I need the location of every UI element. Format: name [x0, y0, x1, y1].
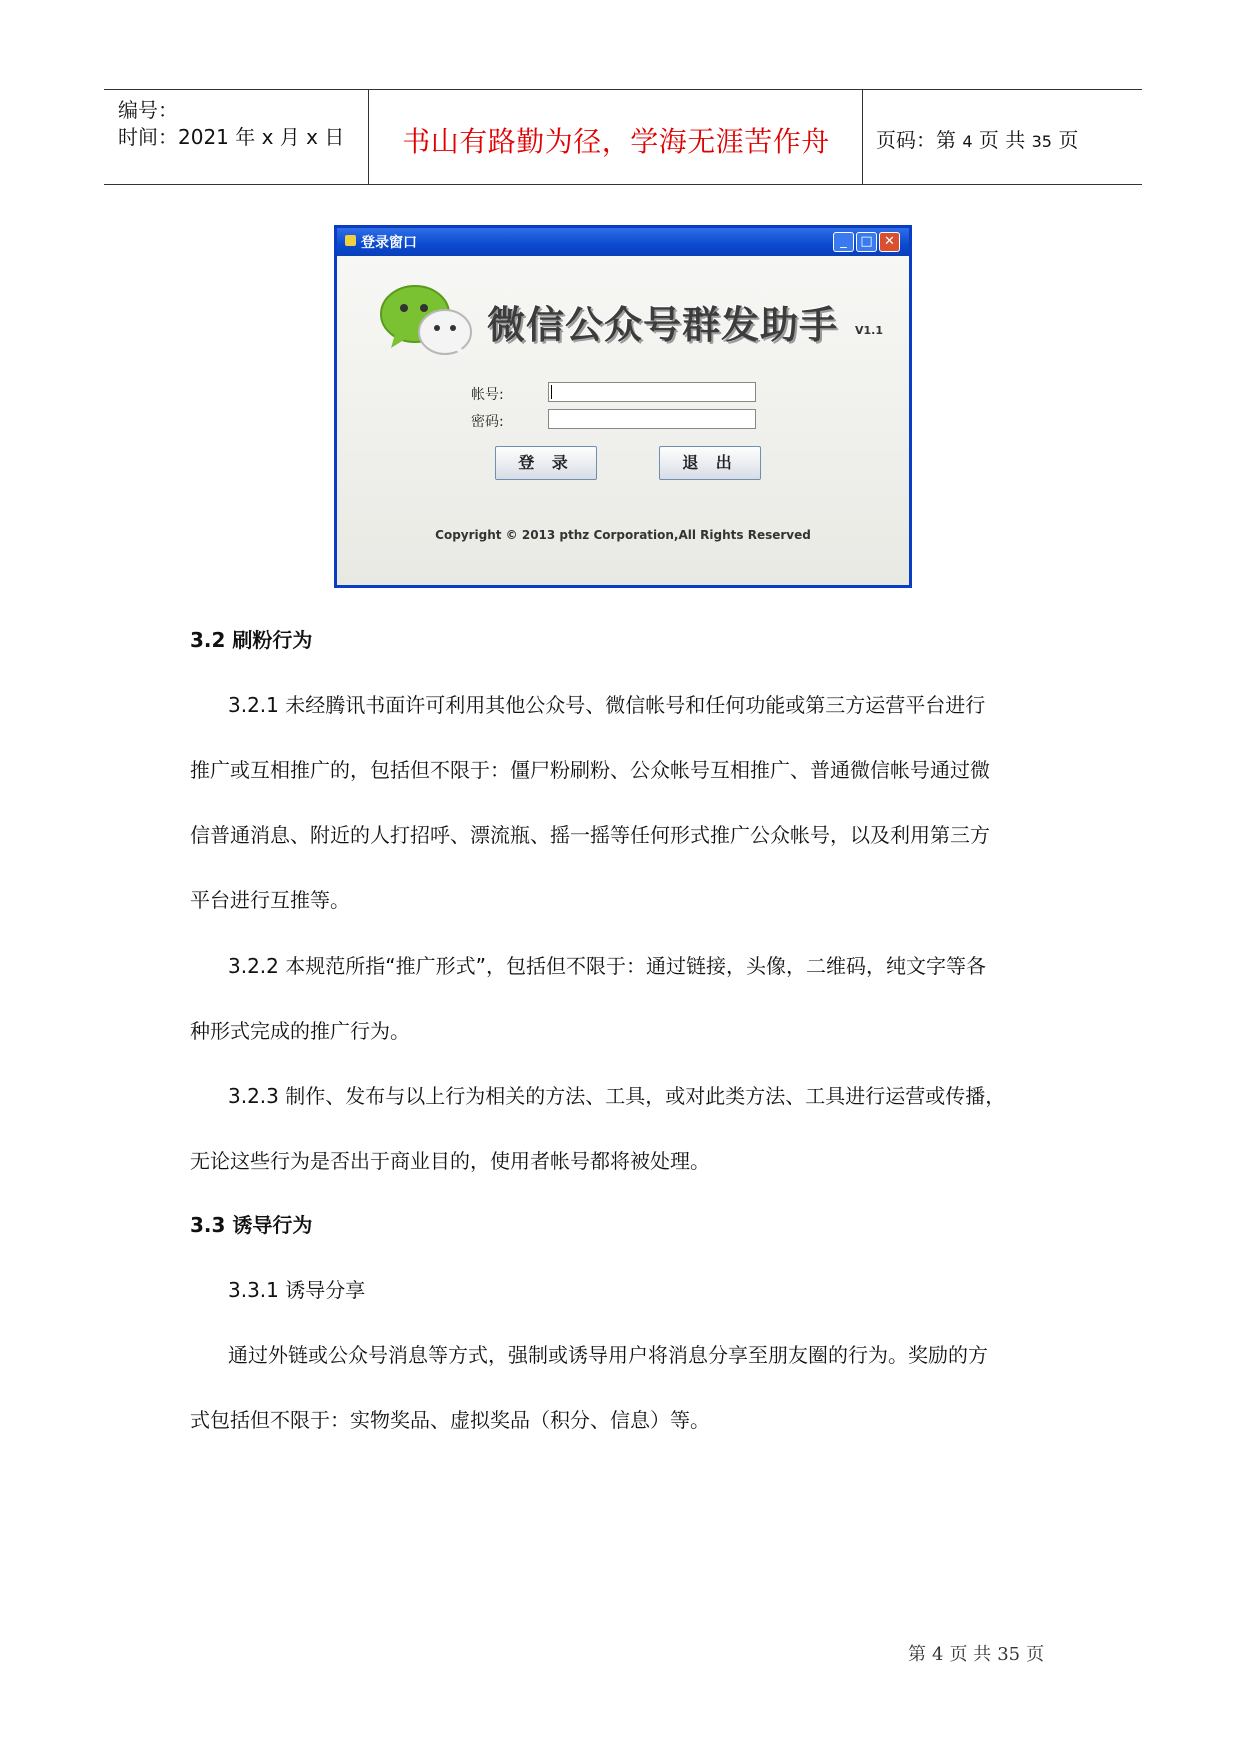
paragraph-line: 推广或互相推广的，包括但不限于：僵尸粉刷粉、公众帐号互相推广、普通微信帐号通过微: [190, 758, 990, 782]
paragraph-line: 3.2.3 制作、发布与以上行为相关的方法、工具，或对此类方法、工具进行运营或传播，: [228, 1084, 1006, 1108]
exit-button[interactable]: 退 出: [659, 446, 761, 480]
paragraph-line: 无论这些行为是否出于商业目的，使用者帐号都将被处理。: [190, 1149, 710, 1173]
login-window: [334, 225, 912, 588]
paragraph-line: 通过外链或公众号消息等方式，强制或诱导用户将消息分享至朋友圈的行为。奖励的方: [228, 1343, 988, 1367]
footer-page: 4: [932, 1644, 944, 1665]
page-prefix: 页码：第: [876, 128, 963, 152]
minimize-button[interactable]: _: [833, 232, 854, 252]
account-input[interactable]: [548, 382, 756, 402]
login-button[interactable]: 登 录: [495, 446, 597, 480]
paragraph-line: 平台进行互推等。: [190, 888, 350, 912]
document-number-label: 编号：: [118, 98, 178, 122]
page-total: 35: [1031, 132, 1052, 151]
paragraph-line: 3.3.1 诱导分享: [228, 1278, 366, 1302]
close-button[interactable]: ✕: [879, 232, 900, 252]
page-footer: [908, 1640, 1044, 1666]
password-label: 密码:: [471, 414, 504, 430]
wechat-logo-icon: [377, 282, 487, 362]
header-motto-cell: [370, 90, 863, 184]
page-suffix: 页: [1051, 128, 1079, 152]
section-heading-3-2: 3.2 刷粉行为: [190, 628, 313, 652]
footer-suffix: 页: [1026, 1644, 1045, 1665]
footer-total: 35: [997, 1644, 1021, 1665]
footer-mid: 页 共: [949, 1644, 992, 1665]
window-title: 登录窗口: [361, 235, 417, 251]
maximize-button[interactable]: □: [856, 232, 877, 252]
window-app-icon: [345, 235, 356, 246]
header-meta-cell: [104, 90, 369, 184]
page-mid: 页 共: [972, 128, 1032, 152]
window-titlebar[interactable]: [337, 228, 909, 256]
paragraph-line: 式包括但不限于：实物奖品、虚拟奖品（积分、信息）等。: [190, 1408, 710, 1432]
paragraph-line: 信普通消息、附近的人打招呼、漂流瓶、摇一摇等任何形式推广公众帐号，以及利用第三方: [190, 823, 990, 847]
password-input[interactable]: [548, 409, 756, 429]
footer-prefix: 第: [908, 1644, 926, 1665]
account-label: 帐号:: [471, 387, 504, 403]
paragraph-line: 3.2.1 未经腾讯书面许可利用其他公众号、微信帐号和任何功能或第三方运营平台进行: [228, 693, 986, 717]
paragraph-line: 种形式完成的推广行为。: [190, 1019, 410, 1043]
document-time: 时间：2021 年 x 月 x 日: [118, 125, 345, 149]
paragraph-line: 3.2.2 本规范所指“推广形式”，包括但不限于：通过链接，头像，二维码，纯文字等各: [228, 954, 986, 978]
page-current: 4: [962, 132, 973, 151]
section-heading-3-3: 3.3 诱导行为: [190, 1213, 313, 1237]
app-version: V1.1: [855, 324, 883, 337]
page-header: [104, 89, 1142, 185]
app-title: 微信公众号群发助手: [487, 303, 839, 347]
copyright-text: Copyright © 2013 pthz Corporation,All Rights Reserved: [435, 528, 811, 542]
header-page-number: [876, 124, 1078, 153]
header-motto: 书山有路勤为径，学海无涯苦作舟: [402, 125, 830, 158]
header-page-cell: [864, 90, 1142, 184]
window-content: [337, 256, 909, 585]
